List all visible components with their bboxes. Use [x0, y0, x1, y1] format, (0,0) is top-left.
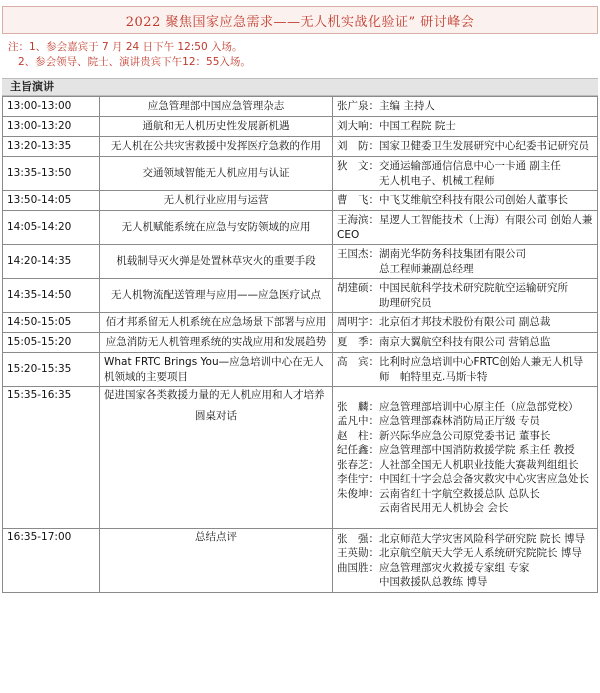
session-topic: [100, 191, 333, 211]
session-time: 13:20-13:35: [3, 137, 100, 157]
table-row: [3, 313, 598, 333]
speaker-line: 刘大响：中国工程院 院士: [337, 120, 456, 133]
session-topic: [100, 117, 333, 137]
speaker-line: 张 强：北京师范大学灾害风险科学研究院 院长 博导: [337, 532, 586, 545]
table-row: [3, 353, 598, 387]
speaker-line: 赵 柱：新兴际华应急公司原党委书记 董事长: [337, 429, 551, 442]
speaker-line: 朱俊坤：云南省红十字航空救援总队 总队长: [337, 487, 540, 500]
session-topic: [100, 157, 333, 191]
table-row: [3, 279, 598, 313]
session-speakers: [333, 333, 598, 353]
session-speakers: [333, 353, 598, 387]
session-time: 15:05-15:20: [3, 333, 100, 353]
section-header: 主旨演讲: [2, 78, 598, 96]
table-row: [3, 333, 598, 353]
speaker-line: 总工程师兼副总经理: [337, 262, 474, 275]
speaker-line: 夏 季：南京大翼航空科技有限公司 营销总监: [337, 336, 551, 349]
session-speakers: [333, 117, 598, 137]
table-row: [3, 211, 598, 245]
speaker-line: 纪任鑫：应急管理部中国消防救援学院 系主任 教授: [337, 444, 575, 456]
table-row: [3, 97, 598, 117]
session-time: 14:50-15:05: [3, 313, 100, 333]
session-topic: [100, 529, 333, 593]
session-speakers: [333, 529, 598, 593]
table-row: [3, 137, 598, 157]
session-time: 15:20-15:35: [3, 353, 100, 387]
topic-text: 总结点评: [195, 531, 237, 543]
session-speakers: [333, 191, 598, 211]
session-speakers: [333, 211, 598, 245]
speaker-line: 王英勋：北京航空航天大学无人系统研究院院长 博导: [337, 547, 582, 559]
speaker-line: 李佳宁：中国红十字会总会备灾救灾中心灾害应急处长: [337, 473, 589, 485]
speaker-line: 张广泉：主编 主持人: [337, 100, 435, 113]
speaker-line: 张 麟：应急管理部培训中心原主任（应急部党校）: [337, 400, 579, 413]
session-speakers: [333, 137, 598, 157]
session-speakers: [333, 279, 598, 313]
topic-subtitle: 圆桌对话: [195, 409, 237, 422]
topic-text: 无人机行业应用与运营: [163, 194, 269, 207]
topic-text: 通航和无人机历史性发展新机遇: [142, 120, 290, 133]
topic-text: 无人机在公共灾害救援中发挥医疗急救的作用: [111, 140, 321, 153]
topic-text: 机载制导灭火弹是处置林草灾火的重要手段: [116, 255, 316, 268]
topic-text: 应急消防无人机管理系统的实战应用和发展趋势: [105, 336, 327, 349]
topic-text: 交通领域智能无人机应用与认证: [142, 167, 290, 180]
table-row: [3, 157, 598, 191]
speaker-line: CEO: [337, 228, 360, 241]
session-time: 13:50-14:05: [3, 191, 100, 211]
speaker-line: 孟凡中：应急管理部森林消防局正厅级 专员: [337, 415, 540, 427]
session-topic: [100, 279, 333, 313]
speaker-line: 云南省民用无人机协会 会长: [337, 502, 509, 514]
table-row: [3, 387, 598, 529]
speaker-line: 曹 飞：中飞艾维航空科技有限公司创始人董事长: [337, 194, 568, 207]
speaker-line: 中国救援队总教练 博导: [337, 576, 488, 588]
speaker-line: 刘 防：国家卫健委卫生发展研究中心纪委书记研究员: [337, 140, 589, 153]
session-topic: [100, 137, 333, 157]
table-row: [3, 117, 598, 137]
speaker-line: 高 宾：比利时应急培训中心FRTC创始人兼无人机导: [337, 356, 584, 368]
session-speakers: [333, 313, 598, 333]
agenda-body: [3, 97, 598, 593]
speaker-line: 无人机电子、机械工程师: [337, 174, 495, 187]
session-topic: [100, 313, 333, 333]
topic-text: 无人机赋能系统在应急与安防领域的应用: [121, 221, 311, 234]
speaker-line: 张春芝：人社部全国无人机职业技能大赛裁判组组长: [337, 458, 579, 471]
session-topic: [100, 211, 333, 245]
speaker-line: 王国杰：湖南光华防务科技集团有限公司: [337, 248, 526, 260]
notes: [0, 34, 600, 72]
table-row: [3, 245, 598, 279]
topic-text: 应急管理部中国应急管理杂志: [147, 100, 285, 113]
session-speakers: [333, 97, 598, 117]
session-topic: [100, 353, 333, 387]
speaker-line: 狄 文：交通运输部通信信息中心一卡通 副主任: [337, 160, 561, 172]
session-speakers: [333, 245, 598, 279]
speaker-line: 曲国胜：应急管理部灾火救援专家组 专家: [337, 561, 530, 574]
note-line: 注：1、参会嘉宾于 7 月 24 日下午 12:50 入场。: [8, 41, 243, 53]
topic-text: 无人机物流配送管理与应用——应急医疗试点: [111, 289, 321, 302]
session-topic: [100, 245, 333, 279]
agenda-table: [2, 96, 598, 593]
session-speakers: [333, 387, 598, 529]
speaker-line: 王海滨：星逻人工智能技术（上海）有限公司 创始人兼: [337, 214, 593, 226]
page-title: 2022 聚焦国家应急需求——无人机实战化验证” 研讨峰会: [2, 6, 598, 34]
session-time: 16:35-17:00: [3, 529, 100, 593]
table-row: [3, 529, 598, 593]
note-line: 2、参会领导、院士、演讲贵宾下午12：55入场。: [18, 56, 251, 68]
session-time: 13:00-13:00: [3, 97, 100, 117]
topic-text: What FRTC Brings You—应急培训中心在无人机领域的主要项目: [104, 356, 324, 383]
session-speakers: [333, 157, 598, 191]
session-time: 14:20-14:35: [3, 245, 100, 279]
speaker-line: 助理研究员: [337, 296, 432, 309]
session-time: 15:35-16:35: [3, 387, 100, 529]
session-time: 14:35-14:50: [3, 279, 100, 313]
speaker-line: 周明宇：北京佰才邦技术股份有限公司 副总裁: [337, 316, 551, 329]
speaker-line: 师 帕特里克.马斯卡特: [337, 370, 488, 383]
session-topic: [100, 333, 333, 353]
session-time: 14:05-14:20: [3, 211, 100, 245]
topic-text: 佰才邦系留无人机系统在应急场景下部署与应用: [105, 316, 327, 329]
session-topic: [100, 387, 333, 529]
speaker-line: 胡建硕：中国民航科学技术研究院航空运输研究所: [337, 282, 568, 294]
topic-text: 促进国家各类救援力量的无人机应用和人才培养: [104, 389, 325, 401]
session-topic: [100, 97, 333, 117]
session-time: 13:35-13:50: [3, 157, 100, 191]
session-time: 13:00-13:20: [3, 117, 100, 137]
table-row: [3, 191, 598, 211]
